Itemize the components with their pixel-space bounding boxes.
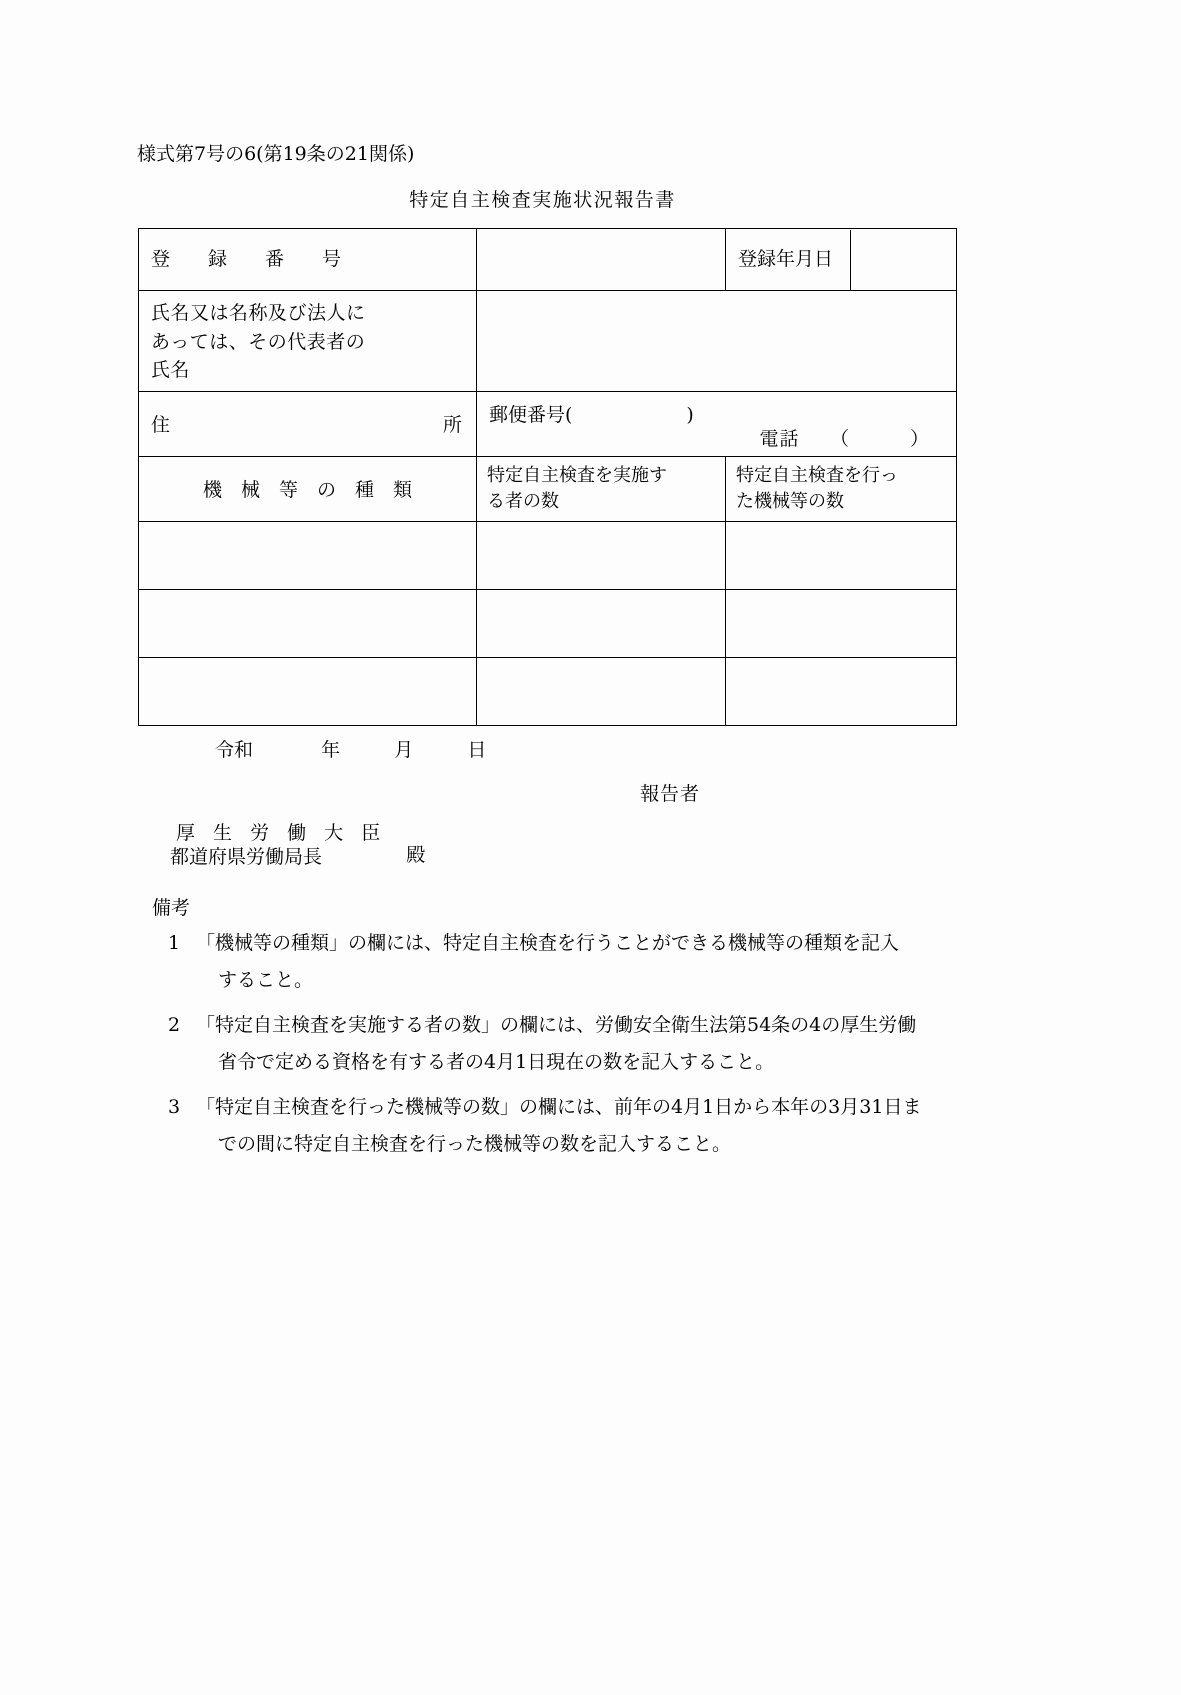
note-number-2: 2	[167, 1014, 181, 1037]
name-label	[139, 291, 476, 391]
year-label: 年	[321, 739, 341, 761]
page-title: 特定自主検査実施状況報告書	[409, 189, 676, 211]
table-row-name	[139, 291, 957, 392]
machine-type-input-2[interactable]	[139, 589, 477, 657]
day-label: 日	[467, 739, 487, 761]
inspector-count-header-line2: る者の数	[487, 490, 559, 512]
address-label-left: 住	[151, 414, 171, 436]
inspector-count-header-line1: 特定自主検査を実施す	[487, 464, 667, 486]
machine-type-header: 機 械 等 の 種 類	[202, 479, 412, 502]
name-label-cell	[139, 291, 477, 392]
name-input-cell[interactable]	[477, 291, 957, 392]
note-1-line2: すること。	[218, 969, 314, 992]
addressee-lines	[170, 822, 386, 870]
note-3-line1: 「特定自主検査を行った機械等の数」の欄には、前年の4月1日から本年の3月31日ま	[196, 1096, 922, 1119]
address-label-cell	[139, 391, 477, 456]
name-label-line3: 氏名	[151, 359, 191, 381]
era-label: 令和	[215, 739, 254, 761]
addressee-line1: 厚 生 労 働 大 臣	[176, 822, 387, 844]
machine-count-header	[726, 457, 956, 521]
inspector-count-input-3[interactable]	[477, 657, 726, 725]
addressee-line2: 都道府県労働局長	[170, 845, 323, 868]
list-item	[152, 1007, 992, 1081]
machine-count-header-line1: 特定自主検査を行っ	[736, 464, 898, 486]
machine-count-input-3[interactable]	[726, 657, 957, 725]
machine-count-input-2[interactable]	[726, 589, 957, 657]
month-label: 月	[394, 739, 414, 761]
address-label-right: 所	[442, 414, 462, 436]
machine-count-header-cell	[726, 456, 957, 521]
notes-heading: 備考	[152, 897, 191, 919]
machine-type-input-1[interactable]	[139, 521, 477, 589]
registration-date-input[interactable]	[851, 230, 957, 290]
name-label-line2: あっては、その代表者の	[151, 330, 366, 353]
table-row-registration	[139, 229, 957, 291]
note-text-3	[196, 1089, 992, 1163]
postal-code-label: 郵便番号( )	[489, 403, 694, 426]
table-row	[139, 589, 957, 657]
date-line[interactable]	[215, 735, 486, 762]
registration-number-label: 登 録 番 号	[151, 247, 342, 270]
report-table	[138, 228, 957, 726]
inspector-count-header	[477, 457, 725, 521]
reporter-label: 報告者	[640, 783, 701, 805]
machine-count-header-line2: た機械等の数	[736, 490, 844, 512]
name-label-line1: 氏名又は名称及び法人に	[151, 302, 366, 324]
honorific-label: 殿	[406, 844, 426, 867]
registration-date-group-cell	[726, 229, 957, 291]
notes-list	[152, 925, 992, 1171]
registration-number-input-cell[interactable]	[477, 229, 726, 291]
note-2-line1: 「特定自主検査を実施する者の数」の欄には、労働安全衛生法第54条の4の厚生労働	[196, 1014, 917, 1037]
note-text-1	[196, 925, 992, 999]
machine-type-header-cell	[139, 456, 477, 521]
table-row-machine-header	[139, 456, 957, 521]
note-number-1: 1	[167, 932, 181, 954]
note-2-line2: 省令で定める資格を有する者の4月1日現在の数を記入すること。	[218, 1051, 775, 1074]
address-label	[139, 410, 476, 437]
telephone-label: 電話 （ ）	[759, 427, 930, 450]
registration-number-label-cell	[139, 229, 477, 291]
table-row-address	[139, 391, 957, 456]
inspector-count-input-1[interactable]	[477, 521, 726, 589]
note-1-line1: 「機械等の種類」の欄には、特定自主検査を行うことができる機械等の種類を記入	[196, 932, 900, 954]
addressee-block	[170, 822, 425, 870]
list-item	[152, 1089, 992, 1163]
note-text-2	[196, 1007, 992, 1081]
inspector-count-input-2[interactable]	[477, 589, 726, 657]
list-item	[152, 925, 992, 999]
machine-count-input-1[interactable]	[726, 521, 957, 589]
note-number-3: 3	[167, 1096, 181, 1119]
registration-date-label: 登録年月日	[738, 247, 834, 270]
table-row	[139, 521, 957, 589]
form-number: 様式第7号の6(第19条の21関係)	[137, 143, 415, 165]
table-row	[139, 657, 957, 725]
machine-type-input-3[interactable]	[139, 657, 477, 725]
inspector-count-header-cell	[477, 456, 726, 521]
address-input-cell[interactable]	[477, 391, 957, 456]
note-3-line2: での間に特定自主検査を行った機械等の数を記入すること。	[218, 1133, 732, 1156]
